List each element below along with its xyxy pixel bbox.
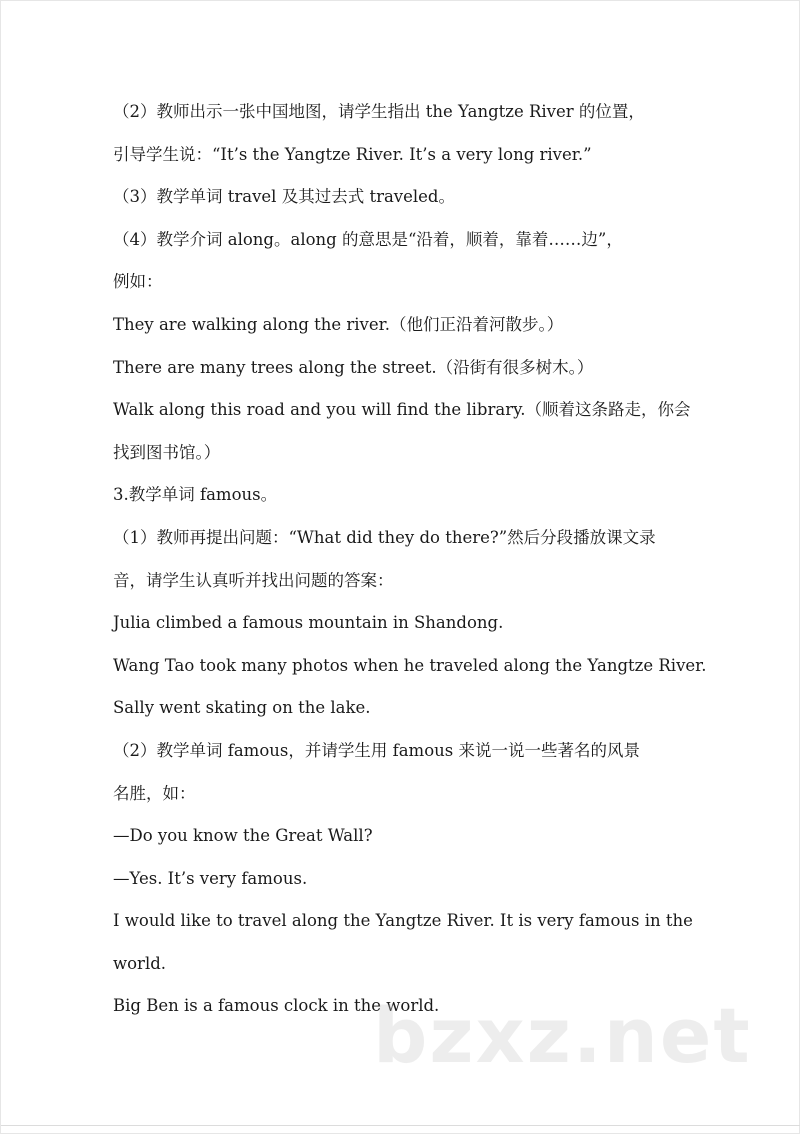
text-line: （1）教师再提出问题：“What did they do there?”然后分段播放课文录	[113, 527, 656, 547]
text-line: （3）教学单词 travel 及其过去式 traveled。	[113, 187, 455, 207]
text-line: （2）教学单词 famous，并请学生用 famous 来说一说一些著名的风景	[113, 740, 640, 760]
text-line: 例如：	[113, 272, 163, 292]
text-line: Wang Tao took many photos when he traveled along the Yangtze River.	[113, 655, 707, 675]
text-line: I would like to travel along the Yangtze River. It is very famous in the	[113, 911, 693, 931]
text-line: Julia climbed a famous mountain in Shandong.	[113, 613, 504, 633]
section-heading: 3.教学单词 famous。	[113, 485, 278, 505]
text-line: （4）教学介词 along。along 的意思是“沿着，顺着，靠着……边”，	[113, 229, 623, 249]
text-line: 音，请学生认真听并找出问题的答案：	[113, 570, 394, 590]
text-line: Sally went skating on the lake.	[113, 698, 371, 718]
text-line: 找到图书馆。）	[113, 442, 221, 462]
text-line: Big Ben is a famous clock in the world.	[113, 996, 440, 1016]
text-line: （2）教师出示一张中国地图，请学生指出 the Yangtze River 的位置，	[113, 102, 645, 121]
text-line: world.	[113, 953, 167, 973]
watermark: bzxz.net	[373, 991, 752, 1080]
text-line: —Yes. It’s very famous.	[113, 868, 308, 888]
text-line: Walk along this road and you will find the library.（顺着这条路走，你会	[113, 400, 691, 420]
text-line: They are walking along the river.（他们正沿着河散步。）	[113, 314, 564, 334]
page-bottom-rule	[1, 1125, 800, 1126]
text-line: —Do you know the Great Wall?	[113, 826, 373, 846]
document-body	[113, 91, 707, 1028]
text-line: 名胜，如：	[113, 783, 196, 803]
text-line: There are many trees along the street.（沿街有很多树木。）	[113, 357, 594, 377]
text-line: 引导学生说：“It’s the Yangtze River. It’s a very long river.”	[113, 144, 592, 164]
